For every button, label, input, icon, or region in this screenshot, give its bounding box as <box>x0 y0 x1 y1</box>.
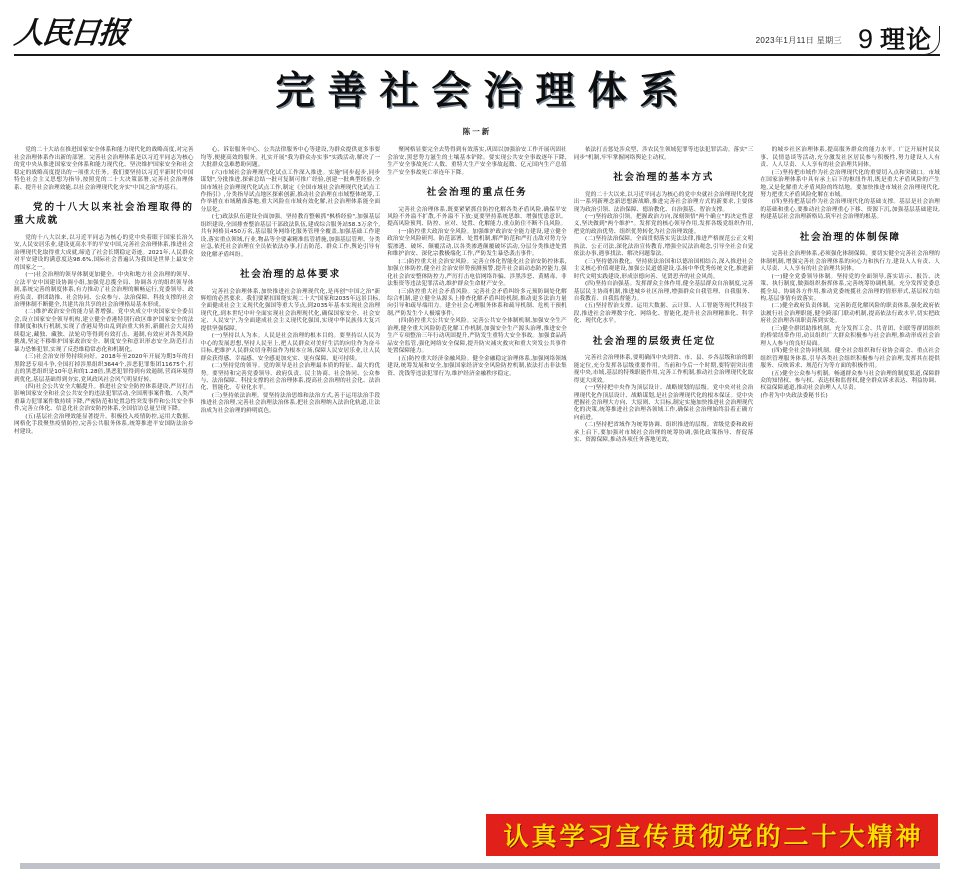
article-paragraph: (二)维护政治安全的能力显著增强。党中央成立中央国家安全委员会,设立国家安全领导机构,建立健全香港特别行政区维护国家安全的法律制度和执行机制,实现了香港局势由乱到治重大转折,新疆社会大局持续稳定,藏独、藏独、法轮功等得到有效打击、遏制,有效应对各类风险挑战,坚定不移维护国家政治安全、制度安全和意识形态安全,防范打击暴力恐怖犯罪,实现了反恐维稳常态化和机制化。 <box>14 309 194 353</box>
article-column <box>14 147 194 837</box>
campaign-banner <box>486 814 938 856</box>
article-paragraph: (五)防控重大经济金融风险。健全金融稳定治理体系,加强网络领域建设,统筹发展和安全,加强国家经济安全风险防控机制,依法打击非法集资、洗钱等违法犯罪行为,维护经济金融秩序稳定。 <box>387 355 567 377</box>
section-heading: 社会治理的重点任务 <box>426 187 528 199</box>
section-heading: 社会治理的层级责任定位 <box>592 335 716 347</box>
article-paragraph: (作者为中央政法委秘书长) <box>760 392 828 399</box>
section-heading: 社会治理的基本方式 <box>613 172 714 184</box>
article-columns <box>14 147 940 837</box>
article-paragraph: (三)防控重大社会矛盾风险。完善社会矛盾纠纷多元预防调处化解综合机制,建立健全从源头上排查化解矛盾纠纷机制,推动更多法治力量向引导和疏导端用力。建全社会心理服务体系和疏导机制、危机干预机制,严防发生个人极端事件。 <box>387 288 567 317</box>
article-paragraph: 党的十八大以来,以习近平同志为核心的党中央着眼于国家长治久安,人民安居乐业,建设更高水平的平安中国,完善社会治理体系,推进社会治理现代化取得重大成就,缔造了社会长期稳定奇迹。2021年,人民群众对平安建设的满意度达98.6%,国际社会普遍认为我国是世界上最安全的国家之一。 <box>14 234 194 271</box>
article-column <box>574 147 754 837</box>
article-paragraph: 党的二十大以来,以习近平同志为核心的党中央就社会治理现代化提出一系列新理念新思想新战略,推进完善社会治理方式的新要求,主要体现为政治引领、法治保障、德治教化、自治强基、智治支撑。 <box>573 191 754 213</box>
footer-bar <box>20 863 940 869</box>
headline-zone <box>14 56 940 139</box>
article-paragraph: (一)坚持政治引领。把握政治方向,深刻领悟"两个确立"的决定性意义,坚决做到"两个维护"。发挥党的核心领导作用,发挥各级党组织作用,把党的政治优势、组织优势转化为社会治理效能。 <box>573 214 754 235</box>
section-heading: 党的十八大以来社会治理取得的重大成就 <box>14 201 194 227</box>
masthead-right <box>756 22 940 52</box>
article-paragraph: (六)市域社会治理现代化试点工作深入推进。实施"同步起步,同步谋划",分批推进,探索总结一批可复制可推广经验,创建一批典型经验,全国市域社会治理现代化试点工作,制定《全国市域社会治理现代化试点工作指引》,分类指导试点地区探索创新,推动社会治理在市域整体统筹,工作举措在市域精准落地,重大风险在市域有效化解,社会治理体系能全面分层化。 <box>200 169 381 213</box>
article-paragraph: (二)坚持法治保障。全面贯彻落实宪法法律,推进严格规范公正文明执法、公正司法,深化法治宣传教育,增强全民法治观念,引导全社会自觉依法办事,遇事找法、解决问题靠法。 <box>573 236 754 258</box>
article-paragraph: 党的二十大站在推进国家安全体系和能力现代化的战略高度,对完善社会治理体系作出新的部署。完善社会治理体系是以习近平同志为核心的党中央从推进国家安全体系和能力现代化、坚决维护国家安全和社会稳定的战略高度提出的一项重大任务。我们要坚持以习近平新时代中国特色社会主义思想为指导,按照党的二十大决策部署,完善社会治理体系、提升社会治理效能,以社会治理现代化夯实"中国之治"的基石。 <box>14 147 194 191</box>
article-paragraph: (三)社会治安形势持续向好。2018年至2020年开展为期3年的扫黑除恶专项斗争,全国打掉涉黑组织3644个,涉恶犯罪集团11675个,打击的黑恶组织是10年总和的1.28倍,黑恶犯罪得到有效遏制,营商环境得到优化,基层基础得到夯实,党风政风社会风气明显好转。 <box>14 354 194 383</box>
issue-date: 2023年1月11日 星期三 <box>755 36 842 45</box>
section-heading: 社会治理的体制保障 <box>799 231 901 243</box>
article-paragraph: 完善社会治理体系,既要紧紧抓住防控化解各类矛盾风险,确保平安风险不外溢不扩散,不外溢不下放;更要坚持系统思维、增强忧患意识、提高风险预判、防控、应对、处置、化解能力,重点防住不断不良风险。 <box>387 206 567 228</box>
article-paragraph: (二)健全政府负责体制。完善防范化解风险的职责体系,强化政府依法履行社会治理职能,健全跨部门联动机制,提高依法行政水平,切实把政府社会治理各项职责落到实处。 <box>760 303 940 325</box>
masthead <box>14 0 940 52</box>
section-heading: 社会治理的总体要求 <box>240 269 341 281</box>
article-paragraph: (二)坚持党的领导。党的领导是社会治理最本质的特征、最大的优势。要坚持和完善党委领导、政府负责、民主协商、社会协同、公众参与、法治保障、科技支撑的社会治理体系,提高社会治理的社会化、法治化、智能化、专业化水平。 <box>200 363 381 392</box>
article-paragraph: 的城乡社区治理体系,提高服务群众的能力水平。广泛开展村民议事、民情恳谈等活动,充分激发社区居民参与积极性,努力建设人人有责、人人尽责、人人享有的社会治理共同体。 <box>760 147 940 169</box>
article-paragraph: (二)坚持把省域作为统筹协调、组织推进的层级。省级党委和政府承上启下,要加强对市域社会治理的统筹协调,强化政策指导、督促落实、资源保障,推动各项任务落地见效。 <box>573 422 754 444</box>
newspaper-logo: 人民日报 <box>12 16 129 51</box>
article-column <box>201 147 381 837</box>
article-paragraph: 完善社会治理体系,必须强化体制保障。要切实健全完善社会治理的体制机制,增强完善社会治理体系的向心力和执行力,建设人人有责、人人尽责、人人享有的社会治理共同体。 <box>760 251 940 273</box>
article-paragraph: (五)健全公众参与机制。畅通群众参与社会治理的制度渠道,保障群众的知情权、参与权、表达权和监督权,健全群众诉求表达、利益协调、权益保障通道,推动社会治理人人尽责。 <box>760 370 940 392</box>
article-paragraph: 依法打击惩处涉众型、涉农民生领域犯罪等违法犯罪活动。落实"三同步"机制,牢牢掌握网络舆论主动权。 <box>573 147 754 161</box>
article-paragraph: (一)社会治理的领导体制更加健全。中央和地方社会治理的领导、立法平安中国建设协调小组,加强党总揽全局、协调各方的组织领导体制,系统完善的制度体系,有力推动了社会治理的顺畅运行,党委领导、政府负责、群团助推、社会协同、公众参与、法治保障、科技支撑的社会治理体制不断健全,共建共治共享的社会治理格局基本形成。 <box>14 272 194 309</box>
page-number: 9 <box>857 24 873 54</box>
article-paragraph: (四)坚持自治强基。发挥群众主体作用,健全基层群众自治制度,完善基层民主协商机制,推进城乡社区治理,增强群众自我管理、自我服务、自我教育、自我监督能力。 <box>573 281 754 302</box>
article-paragraph: (三)健全群团助推机制。充分发挥工会、共青团、妇联等群团组织的桥梁纽带作用,动员组织广大群众积极参与社会治理,推动形成社会治理人人参与的良好局面。 <box>760 325 940 347</box>
page-title: 完善社会治理体系 <box>275 69 692 115</box>
byline: 陈一新 <box>462 127 492 137</box>
article-column <box>387 147 567 837</box>
article-paragraph: (一)坚持把中央作为顶层设计、战略规划的层级。党中央对社会治理现代化作顶层设计、战略谋划,是社会治理现代化的根本保证。党中央把握社会治理大方向、大原则、大目标,制定实施加快推进社会治理现代化的决策,统筹推进社会治理各领域工作,确保社会治理始终沿着正确方向前进。 <box>573 385 754 421</box>
article-paragraph: 心、诉讼服务中心、公共法律服务中心等建设,为群众提供更多事要均等,便捷高效的服务。扎实开展"我为群众办实事"实践活动,解决了一大批群众急难愁盼问题。 <box>200 147 381 169</box>
article-paragraph: (二)防控重大社会治安风险。完善立体化智能化社会治安防控体系,加强立体防控,健全社会治安形势预测预警,提升社会面动态防控能力,强化社会治安整体防控力,严厉打击电信网络诈骗、涉黑涉恶、黄赌毒、非法集资等违法犯罪活动,维护群众生命财产安全。 <box>387 258 567 288</box>
article-paragraph: (五)坚持智治支撑。运用大数据、云计算、人工智能等现代科技手段,推进社会治理数字化、网络化、智能化,提升社会治理精准化、科学化、现代化水平。 <box>573 303 754 325</box>
article-paragraph: (三)坚持德治教化。坚持依法治国和以德治国相结合,深入推进社会主义核心价值观建设,加强公民道德建设,弘扬中华优秀传统文化,推进新时代文明实践建设,形成崇德向善、见贤思齐的社会风尚。 <box>573 258 754 280</box>
article-paragraph: (一)防控重大政治安全风险。加强维护政治安全能力建设,建立健全政治安全风险研判、防范部署、处置机制,解严防范和严打击敌对势力分裂渗透、破坏、颠覆活动,以各类渗透颠覆破坏活动,分层分类推进处置和维护治安、深化宗教极端化工作,严防发生暴恐袭击事件。 <box>387 228 567 258</box>
article-paragraph: (四)社会公共安全大幅提升。推进社会安全防控体系建设,严厉打击影响国家安全和社会公共安全的违法犯罪活动,全国刑事案件数、八类严重暴力犯罪案件数持续下降,严密防范和处置急性突发事件和公共安全事件,完善立体化、信息化社会治安防控体系,全国信访总量呈现下降。 <box>14 384 194 413</box>
article-paragraph: 完善社会治理体系,要明确四中央到省、市、县、乡各层级和治的职能定位,充分发挥各层级重要作用。当前和今后一个时期,要特别突出重视中央,市域,基层的特殊职能作用,完善工作机制,推动社会治理现代化取得更大成效。 <box>573 355 754 384</box>
article-paragraph: (一)坚持以人为本。人民是社会治理的根本目的。要坚持以人民为中心的发展思想,坚持人民至上,把人民群众对美好生活的向往作为奋斗目标,把维护人民群众切身利益作为根本立场,保障人民安居乐业,让人民群众获得感、幸福感、安全感更加充实、更有保障、更可持续。 <box>200 333 381 362</box>
article-paragraph: (四)坚持把基层作为社会治理现代化的基础支撑。基层是社会治理的基础和重心,要推动社会治理重心下移、资源下沉,加强基层基础建设,构建基层社会治理新格局,筑牢社会治理的根基。 <box>760 199 940 221</box>
article-paragraph: (一)健全党委领导体制。坚持党的全面领导,落实请示、报告、决策、执行制度,做强组织指挥体系,完善统筹协调机制。充分发挥党委总揽全局、协调各方作用,推动党委统揽社会治理的情形形式,基层权力结构,基层事情有效落实。 <box>760 273 940 302</box>
section-name: 理论 <box>879 25 932 54</box>
page-number-box <box>852 26 940 55</box>
article-paragraph: (四)健全社会协同机制。健全社会组织和行业协会商会、重点社会组织管理服务体系,引导各类社会组织积极参与社会治理,发挥其在提供服务、反映诉求、规范行为等方面的积极作用。 <box>760 348 940 370</box>
article-paragraph: (四)防控重大公共安全风险。完善公共安全体制机制,加强安全生产治理,健全重大风险防范化解工作机制,加强安全生产源头治理,推进安全生产专项整治三年行动巩固提升,严防发生重特大安全事故。加强食品药品安全监管,强化网络安全保障,提升防灾减灾救灾和重大突发公共事件处置保障能力。 <box>387 318 567 355</box>
campaign-banner-text: 认真学习宣传贯彻党的二十大精神 <box>503 822 924 851</box>
article-paragraph: (三)坚持把市域作为社会治理现代化的重要切入点和突破口。市域在国家治理体系中具有承上启下的枢纽作用,既是重大矛盾风险的产生地,又是化解重大矛盾风险的终结地。要加快推进市域社会治理现代化,努力把重大矛盾风险化解在市域。 <box>760 169 940 198</box>
article-paragraph: 聚网格显要完全去势得到有效落实,巩固以加强治安工作开展巩固社会治安,黑恶势力滋生的土壤基本铲除。要实现公共安全事故逐年下降,生产安全事故死亡人数、重特大生产安全事故起数、亿元国内生产总值生产安全事故死亡率连年下降。 <box>387 147 567 176</box>
article-column <box>760 147 940 837</box>
article-paragraph: 完善社会治理体系,加快推进社会治理现代化,是再创"中国之治"新辉煌的必然要求。我们要紧扣围绕实现二十大"国家和2035年远景目标,全面健成社会主义现代化强国等重大节点,到2035年基本实现社会治理现代化,到本世纪中叶全面实现社会治理现代化,确保国家安全、社会安定、人民安宁,为全面建成社会主义现代化强国,实现中华民族伟大复兴提供坚强保障。 <box>200 288 381 332</box>
article-paragraph: (七)政法队伍建设全面加强。坚持教育整顿抓"枫桥经验",加强基层组织建设,全国排查整治基层干部政法队伍,建成综合服务站58.3万余个,共有网格员450万名,基层服务网络化服务管理全覆盖,加强基础工作建设,落实重点领域,行业,物品等全要素精准监管措施,加强基层管理、分类应急,依托社会治理在全员依依法办事,打击防范、群众工作,舆论引导有效化解矛盾纠纷。 <box>200 214 381 258</box>
article-paragraph: (三)坚持依法治理。要坚持法治思维和法治方式,善于运用法治手段推进社会治理,完善社会治理法治体系,把社会治理纳入法治化轨道,让法治成为社会治理的鲜明底色。 <box>200 392 381 414</box>
article-paragraph: (五)基层社会治理效能显著提升。积极投入疫情防控,运用大数据、网格化手段聚焦疫情防控,完善公共服务体系,统筹推进平安国防法治乡村建设。 <box>14 413 194 435</box>
